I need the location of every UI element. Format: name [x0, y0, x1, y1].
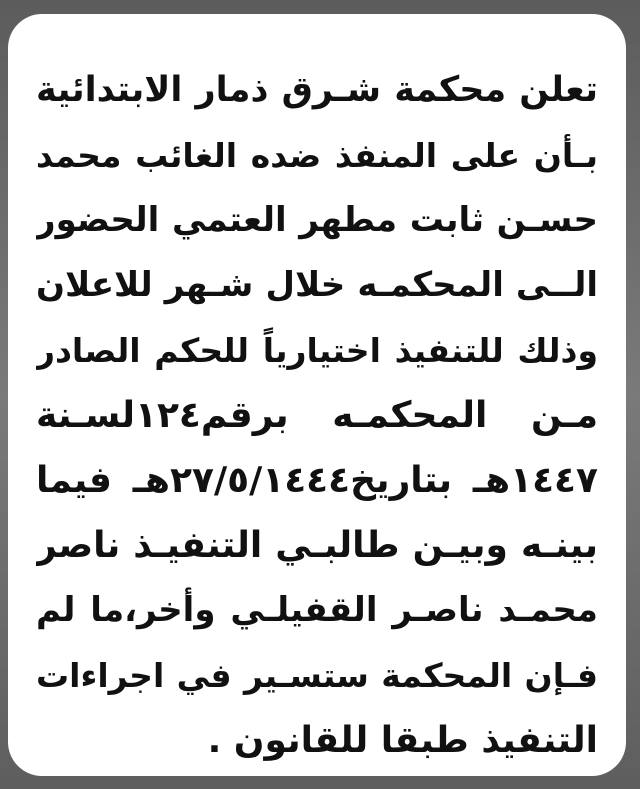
notice-line: محمـد ناصـر القفيلـي وأخر،ما لم	[36, 590, 598, 630]
notice-line-last: التنفيذ طبقا للقانون .	[207, 720, 598, 761]
notice-line: الــى المحكمـه خلال شـهر للاعلان	[36, 265, 598, 305]
notice-line: وذلك للتنفيذ اختيارياً للحكم الصادر	[36, 331, 598, 370]
notice-line: بينـه وبيـن طالبـي التنفيـذ ناصر	[36, 525, 598, 566]
notice-line: حسـن ثابت مطهر العتمي الحضور	[36, 200, 598, 240]
notice-line: ١٤٤٧هـ بتاريخ٢٧/٥/١٤٤٤هـ فيما	[36, 460, 598, 501]
court-notice-card	[8, 14, 626, 776]
notice-line: مـن المحكمـه برقم١٢٤لسـنة	[36, 395, 598, 436]
notice-line: بـأن على المنفذ ضده الغائب محمد	[36, 136, 598, 175]
notice-line: فـإن المحكمة ستسـير في اجراءات	[36, 656, 598, 695]
court-notice-text	[36, 58, 598, 773]
notice-line: تعلن محكمة شـرق ذمار الابتدائية	[36, 70, 598, 110]
